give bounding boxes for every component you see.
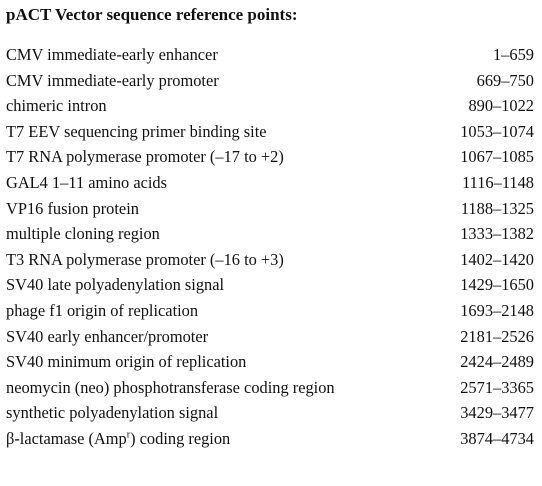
- list-item: [6, 42, 534, 68]
- row-range: 1067–1085: [460, 147, 534, 167]
- row-range: 2424–2489: [460, 352, 534, 372]
- row-range: 1–659: [493, 45, 534, 64]
- row-range: 2571–3365: [460, 377, 534, 397]
- list-item: [6, 349, 534, 375]
- row-label: T3 RNA polymerase promoter (–16 to +3): [6, 249, 284, 269]
- list-item: [6, 324, 534, 350]
- row-label: SV40 early enhancer/promoter: [6, 326, 209, 346]
- row-label: multiple cloning region: [6, 224, 160, 244]
- row-label: T7 EEV sequencing primer binding site: [6, 121, 267, 141]
- list-item: [6, 196, 534, 222]
- row-label-suffix: ) coding region: [130, 428, 231, 448]
- list-item: [6, 93, 534, 119]
- row-label: SV40 late polyadenylation signal: [6, 275, 225, 295]
- row-range: 1188–1325: [460, 198, 534, 218]
- list-item: [6, 221, 534, 247]
- list-item: [6, 375, 534, 401]
- row-label: CMV immediate-early promoter: [6, 70, 219, 90]
- list-item: [6, 170, 534, 196]
- row-range: 1402–1420: [460, 249, 534, 269]
- list-item: [6, 119, 534, 145]
- list-item: [6, 144, 534, 170]
- row-range: 669–750: [476, 70, 534, 90]
- list-item: [6, 247, 534, 273]
- row-label: SV40 minimum origin of replication: [6, 352, 247, 372]
- row-label: CMV immediate-early enhancer: [6, 45, 218, 64]
- document: [6, 4, 534, 452]
- row-range: 890–1022: [468, 96, 534, 116]
- page-title: pACT Vector sequence reference points:: [6, 5, 298, 24]
- list-item: [6, 298, 534, 324]
- row-label: chimeric intron: [6, 96, 107, 116]
- row-label: phage f1 origin of replication: [6, 300, 199, 320]
- row-range: 1116–1148: [462, 172, 534, 192]
- row-range: 3874–4734: [460, 428, 534, 448]
- reference-points-list: [6, 42, 534, 452]
- superscript-r: r: [126, 429, 131, 441]
- row-label: T7 RNA polymerase promoter (–17 to +2): [6, 147, 284, 167]
- row-range: 1333–1382: [460, 224, 534, 244]
- row-label: [6, 426, 460, 452]
- row-range: 1053–1074: [460, 121, 534, 141]
- row-label: synthetic polyadenylation signal: [6, 403, 219, 423]
- list-item: [6, 400, 534, 426]
- row-label: GAL4 1–11 amino acids: [6, 172, 167, 192]
- row-range: 2181–2526: [460, 326, 534, 346]
- row-range: 1693–2148: [460, 300, 534, 320]
- row-label: VP16 fusion protein: [6, 198, 139, 218]
- row-label: neomycin (neo) phosphotransferase coding region: [6, 377, 335, 397]
- list-item: [6, 272, 534, 298]
- row-label-prefix: β-lactamase (Amp: [6, 428, 127, 448]
- row-range: 3429–3477: [460, 403, 534, 423]
- list-item: [6, 68, 534, 94]
- row-range: 1429–1650: [460, 275, 534, 295]
- list-item-beta-lactamase: [6, 426, 534, 452]
